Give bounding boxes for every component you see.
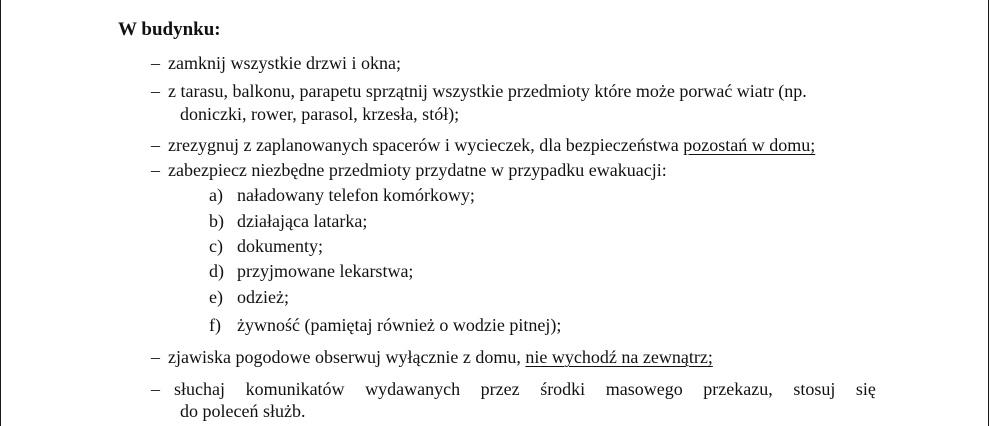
list-item-observe-weather <box>168 345 713 369</box>
list-item-stay-home <box>168 133 815 157</box>
list-dash: – <box>151 53 160 73</box>
list-dash: – <box>151 347 160 367</box>
subitem-letter: d) <box>209 261 224 281</box>
list-dash: – <box>151 81 160 101</box>
subitem-letter: c) <box>209 236 223 256</box>
justified-word: środki <box>540 379 586 399</box>
subitem-text: naładowany telefon komórkowy; <box>237 185 475 205</box>
subitem-text: przyjmowane lekarstwa; <box>237 261 414 281</box>
section-heading: W budynku: <box>118 19 221 40</box>
page-border-left <box>0 0 1 426</box>
subitem-letter: b) <box>209 211 224 231</box>
subitem-text: działająca latarka; <box>237 211 368 231</box>
underlined-emphasis: pozostań w domu; <box>683 135 816 155</box>
list-item-close-doors: zamknij wszystkie drzwi i okna; <box>168 53 401 73</box>
justified-word: przekazu, <box>703 379 773 399</box>
list-dash: – <box>151 135 160 155</box>
underlined-emphasis: nie wychodź na zewnątrz; <box>525 347 713 367</box>
justified-word: się <box>855 379 876 399</box>
justified-word: stosuj <box>793 379 836 399</box>
list-item-listen-line2: do poleceń służb. <box>180 401 306 421</box>
list-item-clear-balcony-line2: doniczki, rower, parasol, krzesła, stół); <box>180 104 460 124</box>
subitem-text: żywność (pamiętaj również o wodzie pitnej); <box>237 315 562 335</box>
subitem-text: odzież; <box>237 287 289 307</box>
justified-word: słuchaj <box>174 379 225 399</box>
page-border-right <box>988 0 989 426</box>
list-item-listen-line1 <box>174 377 876 401</box>
list-item-stay-home-text: zrezygnuj z zaplanowanych spacerów i wycieczek, dla bezpieczeństwa <box>168 135 684 155</box>
list-dash: – <box>151 160 160 180</box>
justified-word: wydawanych <box>365 379 461 399</box>
list-item-clear-balcony-line1: z tarasu, balkonu, parapetu sprzątnij wszystkie przedmioty które może porwać wiatr (np. <box>168 81 807 101</box>
subitem-letter: e) <box>209 287 223 307</box>
justified-word: masowego <box>605 379 683 399</box>
list-item-observe-weather-text: zjawiska pogodowe obserwuj wyłącznie z domu, <box>168 347 526 367</box>
list-item-secure-items: zabezpiecz niezbędne przedmioty przydatne w przypadku ewakuacji: <box>168 160 667 180</box>
justified-word: przez <box>480 379 520 399</box>
subitem-text: dokumenty; <box>237 236 323 256</box>
subitem-letter: a) <box>209 185 223 205</box>
subitem-letter: f) <box>209 315 221 335</box>
list-dash: – <box>151 379 160 399</box>
justified-word: komunikatów <box>245 379 345 399</box>
